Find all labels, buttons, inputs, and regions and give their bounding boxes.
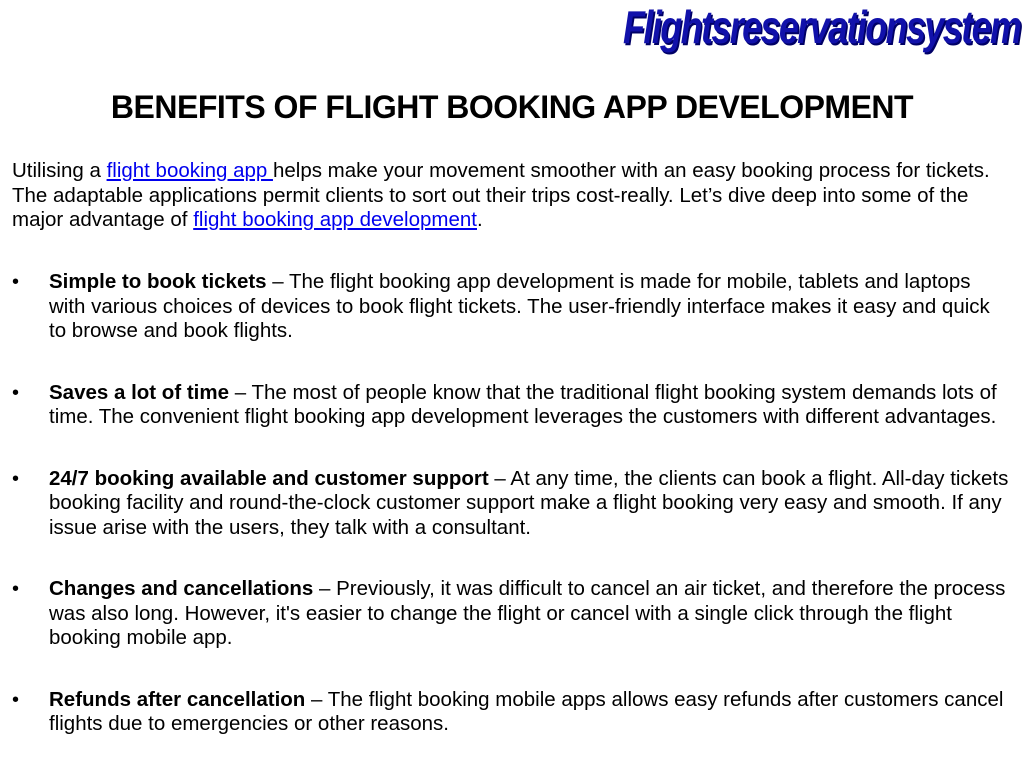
bullet-icon: • xyxy=(12,381,20,404)
benefit-heading: Refunds after cancellation xyxy=(49,687,306,711)
flight-booking-app-link[interactable]: flight booking app xyxy=(106,159,273,182)
benefit-heading: Changes and cancellations xyxy=(49,577,314,600)
intro-paragraph xyxy=(12,159,1012,233)
intro-text-3: . xyxy=(477,208,483,231)
bullet-icon: • xyxy=(12,271,20,293)
intro-text-1: Utilising a xyxy=(12,159,107,182)
benefit-item-saves-time xyxy=(12,381,1012,430)
benefits-list xyxy=(12,270,1012,774)
benefit-body: – At any time, the clients can book a flight. All-day tickets booking facility and round-the-clock customer support make a flight booking very easy and smooth. If any issue arise with the users, they talk with a consultant. xyxy=(49,466,1009,539)
benefit-item-refunds xyxy=(12,688,1012,737)
benefit-body: – The flight booking mobile apps allows easy refunds after customers cancel flights due to emergencies or other reasons. xyxy=(49,687,1004,735)
benefit-heading: Simple to book tickets xyxy=(49,270,267,293)
bullet-icon: • xyxy=(12,467,20,490)
bullet-icon: • xyxy=(12,688,20,711)
benefit-item-24-7-support xyxy=(12,467,1012,541)
brand-logo: Flightsreservationsystem xyxy=(622,1,1020,53)
bullet-icon: • xyxy=(12,578,20,600)
benefit-body: – The flight booking app development is made for mobile, tablets and laptops with various choices of devices to book flight tickets. The user-friendly interface makes it easy and quick to browse and book flights. xyxy=(49,270,990,342)
benefit-heading: 24/7 booking available and customer support xyxy=(49,466,489,490)
benefit-body: – Previously, it was difficult to cancel an air ticket, and therefore the process was also long. However, it's easier to change the flight or cancel with a single click through the flight booking mobile app. xyxy=(49,577,1006,649)
benefit-item-changes-cancellations xyxy=(12,577,1012,651)
benefit-item-simple-booking xyxy=(12,270,1012,344)
intro-text-2: helps make your movement smoother with an easy booking process for tickets. The adaptable applications permit clients to sort out their trips cost-really. Let’s dive deep into some of the major advantage of xyxy=(12,159,990,231)
flight-booking-app-development-link[interactable]: flight booking app development xyxy=(193,208,477,231)
page-title: BENEFITS OF FLIGHT BOOKING APP DEVELOPMENT xyxy=(110,89,914,125)
benefit-heading: Saves a lot of time xyxy=(49,380,230,404)
benefit-body: – The most of people know that the traditional flight booking system demands lots of time. The convenient flight booking app development leverages the customers with different advantages. xyxy=(49,380,997,428)
